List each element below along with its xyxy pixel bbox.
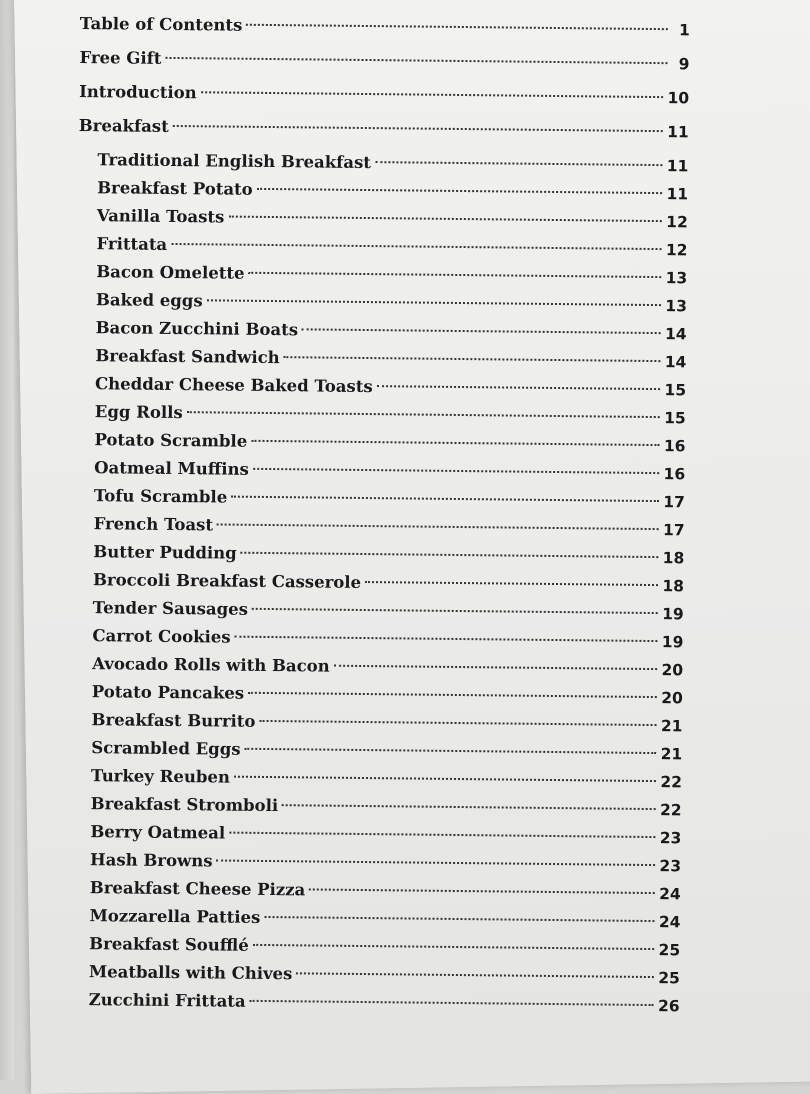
- toc-entry-page-number: 25: [658, 941, 681, 960]
- toc-entry-page-number: 23: [659, 857, 682, 876]
- toc-entry-label: Berry Oatmeal: [90, 822, 226, 843]
- page-gutter: [0, 0, 14, 1080]
- toc-entry-page-number: 12: [666, 213, 688, 232]
- dot-leader: [207, 299, 662, 306]
- toc-entry-label: Meatballs with Chives: [88, 962, 293, 984]
- dot-leader: [253, 944, 655, 950]
- dot-leader: [241, 552, 659, 558]
- toc-entry-page-number: 18: [662, 577, 685, 596]
- toc-entry-label: Breakfast: [78, 115, 169, 136]
- toc-entry-label: Breakfast Stromboli: [90, 794, 279, 816]
- toc-entry-page-number: 19: [661, 633, 684, 652]
- toc-entry-label: Vanilla Toasts: [96, 206, 225, 227]
- toc-entry-page-number: 23: [659, 829, 682, 848]
- toc-entry-label: Mozzarella Patties: [89, 906, 261, 927]
- toc-entry-page-number: 15: [664, 409, 686, 428]
- dot-leader: [165, 57, 667, 64]
- toc-entry-page-number: 11: [667, 123, 689, 142]
- toc-entry-label: Bacon Omelette: [96, 262, 245, 283]
- dot-leader: [234, 776, 656, 782]
- toc-entry-label: Bacon Zucchini Boats: [95, 318, 299, 340]
- toc-entry-page-number: 9: [678, 55, 690, 74]
- toc-entry-page-number: 22: [660, 773, 683, 792]
- toc-entry-page-number: 19: [662, 605, 684, 624]
- toc-entry-page-number: 17: [663, 493, 685, 512]
- toc-entry-label: Potato Scramble: [94, 430, 248, 451]
- dot-leader: [229, 832, 656, 838]
- toc-entry-page-number: 16: [663, 465, 686, 484]
- toc-entry-label: Table of Contents: [79, 13, 243, 35]
- toc-entry-page-number: 20: [661, 689, 683, 708]
- dot-leader: [302, 328, 661, 334]
- toc-entry-page-number: 11: [666, 157, 689, 176]
- dot-leader: [282, 804, 656, 810]
- toc-entry-label: Traditional English Breakfast: [97, 150, 372, 173]
- dot-leader: [252, 608, 658, 614]
- dot-leader: [217, 859, 656, 866]
- toc-breakfast-list: [69, 146, 688, 1020]
- toc-entry-label: Tender Sausages: [92, 598, 249, 619]
- dot-leader: [296, 972, 654, 978]
- toc-entry-page-number: 1: [678, 21, 690, 40]
- toc-entry-label: Turkey Reuben: [90, 766, 231, 787]
- toc-entry-label: Egg Rolls: [94, 402, 183, 423]
- toc-entry-label: Frittata: [96, 234, 168, 254]
- toc-entry-label: Breakfast Soufflé: [89, 934, 249, 955]
- toc-entry-page-number: 12: [665, 241, 688, 260]
- dot-leader: [251, 440, 660, 446]
- toc-entry-label: Cheddar Cheese Baked Toasts: [94, 374, 373, 397]
- toc-entry-label: French Toast: [93, 514, 214, 535]
- dot-leader: [235, 636, 658, 642]
- dot-leader: [250, 1000, 654, 1006]
- toc-entry-label: Carrot Cookies: [92, 626, 231, 647]
- toc-entry-label: Hash Browns: [90, 850, 213, 871]
- toc-entry-page-number: 13: [665, 269, 688, 288]
- toc-entry-page-number: 15: [664, 381, 687, 400]
- toc-entry-label: Potato Pancakes: [91, 682, 245, 703]
- dot-leader: [249, 272, 662, 278]
- dot-leader: [259, 720, 656, 726]
- dot-leader: [365, 581, 658, 586]
- dot-leader: [246, 24, 668, 30]
- toc-entry-page-number: 13: [665, 297, 688, 316]
- toc-entry-label: Breakfast Burrito: [91, 710, 256, 731]
- dot-leader: [187, 411, 660, 418]
- dot-leader: [173, 125, 663, 132]
- toc-top-level-list: [79, 10, 690, 152]
- toc-entry-label: Scrambled Eggs: [91, 738, 241, 759]
- table-of-contents: [69, 10, 689, 1020]
- dot-leader: [334, 665, 658, 670]
- toc-entry-label: Avocado Rolls with Bacon: [92, 654, 330, 676]
- toc-entry-label: Introduction: [79, 81, 197, 103]
- toc-entry-label: Free Gift: [79, 47, 162, 68]
- toc-entry-label: Breakfast Cheese Pizza: [89, 878, 306, 900]
- toc-entry-page-number: 22: [659, 801, 682, 820]
- dot-leader: [231, 496, 659, 502]
- dot-leader: [284, 356, 661, 362]
- toc-entry-label: Zucchini Frittata: [88, 990, 246, 1011]
- toc-entry-label: Baked eggs: [95, 290, 203, 311]
- toc-entry-page-number: 14: [664, 353, 687, 372]
- dot-leader: [171, 243, 662, 250]
- toc-entry-page-number: 26: [657, 997, 680, 1016]
- toc-entry-page-number: 25: [658, 969, 680, 988]
- toc-entry-label: Breakfast Sandwich: [95, 346, 280, 368]
- dot-leader: [253, 468, 660, 474]
- toc-entry-page-number: 21: [660, 745, 683, 764]
- toc-entry-page-number: 24: [659, 885, 681, 904]
- dot-leader: [375, 161, 663, 166]
- dot-leader: [201, 91, 664, 98]
- dot-leader: [309, 888, 655, 894]
- toc-entry-label: Broccoli Breakfast Casserole: [92, 570, 362, 592]
- toc-entry-page-number: 14: [664, 325, 687, 344]
- toc-entry-page-number: 17: [662, 521, 685, 540]
- dot-leader: [228, 216, 662, 223]
- dot-leader: [257, 188, 663, 194]
- toc-entry-page-number: 21: [660, 717, 683, 736]
- dot-leader: [217, 523, 659, 530]
- toc-entry-label: Oatmeal Muffins: [94, 458, 250, 479]
- dot-leader: [248, 692, 657, 698]
- toc-entry-page-number: 24: [658, 913, 681, 932]
- toc-entry-page-number: 16: [663, 437, 686, 456]
- dot-leader: [264, 916, 655, 922]
- toc-entry-page-number: 20: [661, 661, 684, 680]
- toc-entry-page-number: 18: [662, 549, 685, 568]
- toc-entry-label: Breakfast Potato: [97, 178, 253, 199]
- toc-entry-label: Tofu Scramble: [93, 486, 228, 507]
- toc-entry-label: Butter Pudding: [93, 542, 237, 563]
- dot-leader: [245, 748, 657, 754]
- toc-entry-page-number: 10: [667, 89, 690, 108]
- dot-leader: [377, 385, 661, 390]
- toc-entry-page-number: 11: [666, 185, 689, 204]
